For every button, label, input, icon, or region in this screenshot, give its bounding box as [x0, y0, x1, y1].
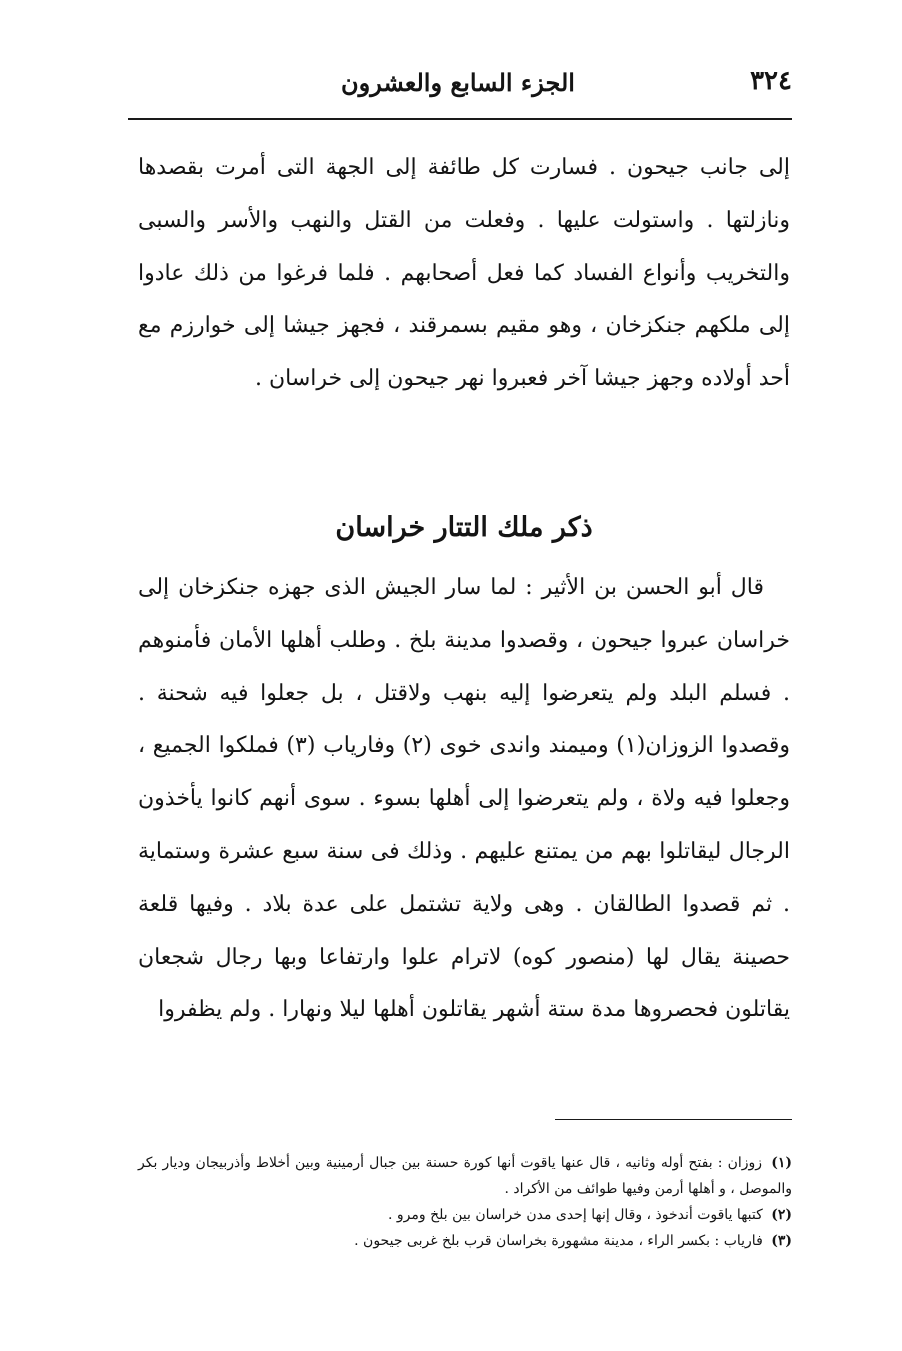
footnote-text: فارياب : بكسر الراء ، مدينة مشهورة بخراسان قرب بلخ غربى جيحون . — [354, 1233, 763, 1249]
footnote-1 — [138, 1150, 792, 1202]
footnote-number: (١) — [771, 1155, 793, 1171]
header-rule — [128, 118, 792, 120]
page-header — [128, 62, 792, 110]
footnote-text: كتبها ياقوت أندخوذ ، وقال إنها إحدى مدن خراسان بين بلخ ومرو . — [388, 1207, 763, 1223]
footnote-number: (٣) — [771, 1233, 792, 1249]
footnote-number: (٢) — [771, 1207, 792, 1223]
footnote-rule — [555, 1119, 792, 1120]
section-heading: ذكر ملك التتار خراسان — [335, 512, 593, 543]
footnotes — [138, 1150, 792, 1254]
footnote-text: زوزان : بفتح أوله وثانيه ، قال عنها ياقوت أنها كورة حسنة بين جبال أرمينية وبين أخلاط وأذربيجان وديار بكر والموصل ، و أهلها أرمن وفيها طوائف من الأكراد . — [138, 1155, 792, 1197]
page-number: ٣٢٤ — [750, 66, 792, 96]
running-title: الجزء السابع والعشرون — [341, 68, 575, 97]
paragraph-2: قال أبو الحسن بن الأثير : لما سار الجيش الذى جهزه جنكزخان إلى خراسان عبروا جيحون ، وقصدوا مدينة بلخ . وطلب أهلها الأمان فأمنوهم . فسلم البلد ولم يتعرضوا إليه بنهب ولاقتل ، بل جعلوا فيه شحنة . وقصدوا الزوزان(١) وميمند واندى خوى (٢) وفارياب (٣) فملكوا الجميع ، وجعلوا فيه ولاة ، ولم يتعرضوا إلى أهلها بسوء . سوى أنهم كانوا يأخذون الرجال ليقاتلوا بهم من يمتنع عليهم . وذلك فى سنة سبع عشرة وستماية . ثم قصدوا الطالقان . وهى ولاية تشتمل على عدة بلاد . وفيها قلعة حصينة يقال لها (منصور كوه) لاترام علوا وارتفاعا وبها رجال شجعان يقاتلون فحصروها مدة ستة أشهر يقاتلون أهلها ليلا ونهارا . ولم يظفروا — [138, 575, 790, 1023]
paragraph-1: إلى جانب جيحون . فسارت كل طائفة إلى الجهة التى أمرت بقصدها ونازلتها . واستولت عليها . وفعلت من القتل والنهب والأسر والسبى والتخريب وأنواع الفساد كما فعل أصحابهم . فلما فرغوا من ذلك عادوا إلى ملكهم جنكزخان ، وهو مقيم بسمرقند ، فجهز جيشا إلى خوارزم مع أحد أولاده وجهز جيشا آخر فعبروا نهر جيحون إلى خراسان . — [138, 155, 790, 392]
footnote-2 — [138, 1202, 792, 1228]
footnote-3 — [138, 1228, 792, 1254]
